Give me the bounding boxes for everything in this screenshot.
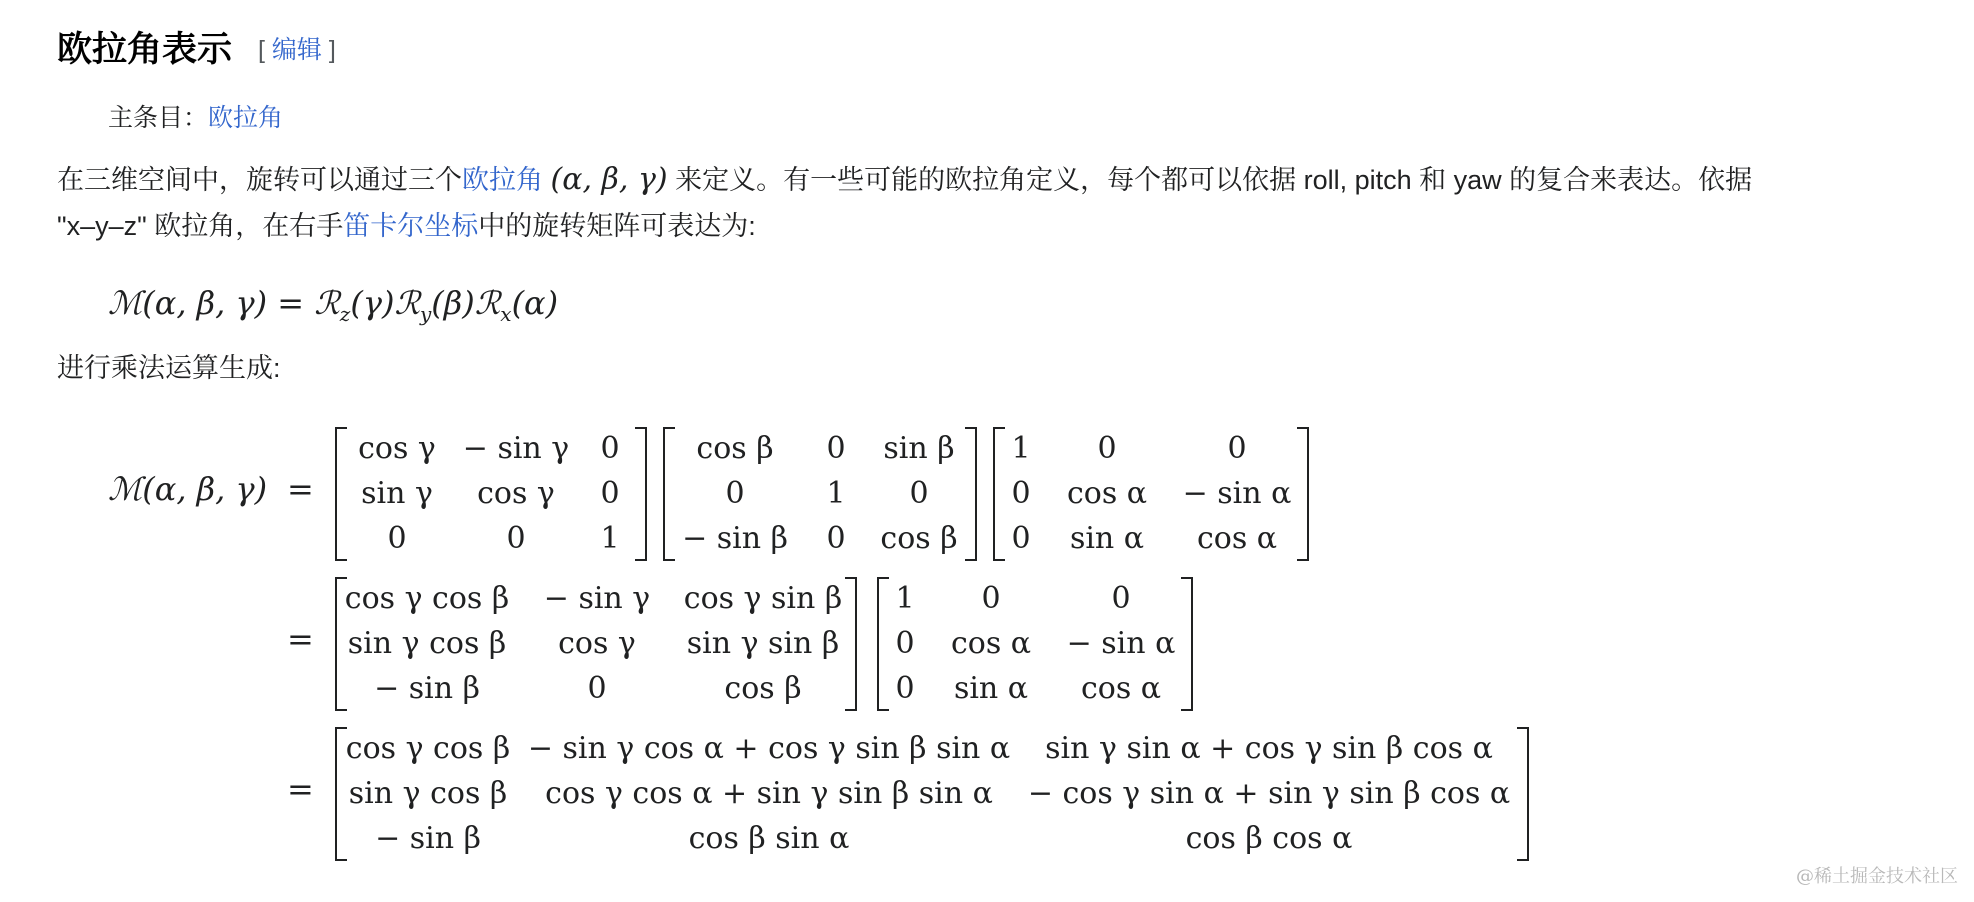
matrix-ry: [663, 427, 977, 561]
formula-arg-gamma: (γ): [350, 284, 395, 322]
euler-angle-link[interactable]: 欧拉角: [462, 165, 543, 195]
matrix-cell: 0: [895, 670, 915, 706]
paragraph1-part2: 来定义。有一些可能的欧拉角定义，每个都可以依据 roll, pitch 和 yaw 的复合来表达。依据: [675, 165, 1753, 195]
matrix-cell: 0: [387, 520, 407, 556]
matrix-cell: cos β: [880, 520, 958, 556]
paragraph1-part4: 中的旋转矩阵可表达为:: [478, 211, 756, 241]
matrix-cell: − sin α: [1066, 625, 1176, 661]
matrix-cell: cos γ cos β: [345, 731, 511, 767]
edit-bracket-close: ]: [328, 36, 336, 64]
matrix-cell: 0: [1111, 581, 1131, 617]
equals-sign-3: =: [287, 770, 314, 808]
edit-section: [258, 30, 336, 66]
matrix-cell: cos β sin α: [688, 820, 850, 856]
matrix-cell: cos α: [1196, 520, 1278, 556]
paragraph-2: 进行乘法运算生成:: [57, 353, 281, 383]
matrix-cell: sin γ cos β: [348, 775, 508, 811]
matrix-cell: − sin β: [682, 520, 788, 556]
matrix-cell: 0: [1011, 475, 1031, 511]
matrix-cell: − sin β: [374, 670, 480, 706]
matrix-cell: 0: [1097, 431, 1117, 467]
matrix-cell: cos α: [1066, 475, 1148, 511]
matrix-cell: − sin β: [375, 820, 481, 856]
matrix-cell: 0: [981, 581, 1001, 617]
edit-link[interactable]: 编辑: [271, 36, 322, 64]
matrix-cell: − cos γ sin α + sin γ sin β cos α: [1027, 775, 1511, 811]
matrix-cell: cos β: [696, 431, 774, 467]
formula-r3: ℛ: [474, 284, 501, 322]
matrix-cell: 0: [725, 475, 745, 511]
matrix-cell: cos α: [1080, 670, 1162, 706]
matrix-cell: 0: [506, 520, 526, 556]
paragraph1-part1: 在三维空间中，旋转可以通过三个: [57, 165, 462, 195]
matrix-rx: [993, 427, 1309, 561]
matrix-cell: 0: [1011, 520, 1031, 556]
paragraph1-part3: "x–y–z" 欧拉角，在右手: [57, 211, 344, 241]
matrix-product-zy: [335, 577, 857, 711]
matrix-cell: cos γ cos α + sin γ sin β sin α: [545, 775, 993, 811]
matrix-cell: sin γ cos β: [347, 625, 507, 661]
matrix-cell: sin α: [1069, 520, 1145, 556]
matrix-cell: − sin γ cos α + cos γ sin β sin α: [527, 731, 1011, 767]
matrix-cell: cos β: [724, 670, 802, 706]
inline-math-angles: (α, β, γ): [550, 162, 668, 197]
equals-sign-1: =: [287, 470, 314, 508]
matrix-cell: 0: [895, 625, 915, 661]
matrix-cell: sin γ: [361, 475, 433, 511]
matrix-cell: 0: [587, 670, 607, 706]
matrix-rx-2: [877, 577, 1193, 711]
matrix-result: [335, 727, 1529, 861]
matrix-cell: − sin α: [1182, 475, 1292, 511]
matrix-cell: cos α: [950, 625, 1032, 661]
matrix-cell: 0: [909, 475, 929, 511]
formula-sub-y: y: [419, 302, 432, 326]
matrix-cell: cos γ sin β: [683, 581, 843, 617]
matrix-cell: 0: [1227, 431, 1247, 467]
edit-bracket-open: [: [258, 36, 265, 64]
matrix-rz: [335, 427, 647, 561]
equation-lhs: ℳ(α, β, γ): [108, 470, 268, 508]
hatnote-link[interactable]: 欧拉角: [208, 104, 284, 132]
matrix-cell: sin γ sin β: [686, 625, 840, 661]
cartesian-link[interactable]: 笛卡尔坐标: [343, 211, 479, 241]
matrix-cell: − sin γ: [462, 431, 570, 467]
matrix-cell: sin γ sin α + cos γ sin β cos α: [1045, 731, 1493, 767]
matrix-cell: sin α: [953, 670, 1029, 706]
formula-sub-z: z: [339, 302, 351, 326]
formula-arg-alpha: (α): [511, 284, 559, 322]
formula-r1: ℛ: [314, 284, 340, 322]
rotation-formula: [108, 284, 558, 326]
formula-r2: ℛ: [394, 284, 420, 322]
matrix-cell: 0: [826, 431, 846, 467]
hatnote-prefix: 主条目：: [108, 104, 209, 132]
formula-sub-x: x: [500, 302, 512, 326]
section-heading: 欧拉角表示: [57, 30, 233, 69]
equals-sign-2: =: [287, 620, 314, 658]
matrix-cell: 1: [895, 581, 915, 617]
watermark: @稀土掘金技术社区: [1796, 866, 1958, 887]
matrix-cell: cos γ cos β: [344, 581, 510, 617]
matrix-cell: − sin γ: [543, 581, 651, 617]
matrix-cell: 0: [600, 431, 620, 467]
paragraph-line-2: [57, 203, 756, 249]
formula-lhs: ℳ(α, β, γ) =: [108, 284, 315, 322]
matrix-cell: 0: [600, 475, 620, 511]
matrix-cell: sin β: [883, 431, 955, 467]
matrix-cell: cos γ: [477, 475, 555, 511]
matrix-cell: cos β cos α: [1185, 820, 1353, 856]
matrix-cell: 1: [826, 475, 846, 511]
matrix-cell: 1: [600, 520, 620, 556]
hatnote: [108, 98, 283, 134]
matrix-cell: cos γ: [558, 625, 636, 661]
formula-arg-beta: (β): [431, 284, 475, 322]
matrix-cell: 0: [826, 520, 846, 556]
matrix-cell: 1: [1011, 431, 1031, 467]
paragraph-line-1: [57, 157, 1752, 203]
matrix-cell: cos γ: [358, 431, 436, 467]
